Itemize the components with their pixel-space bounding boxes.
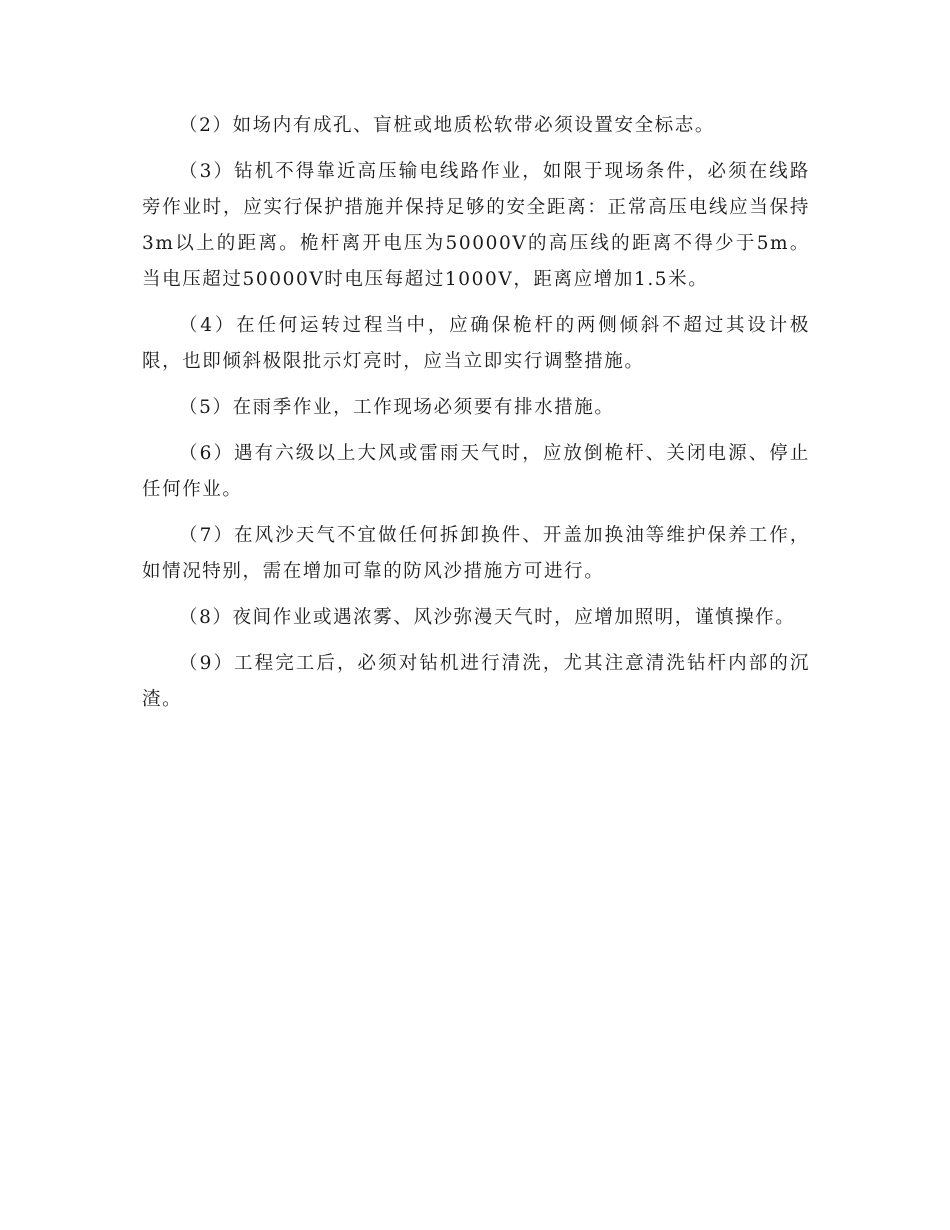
paragraph-item-6: （6）遇有六级以上大风或雷雨天气时，应放倒桅杆、关闭电源、停止任何作业。	[142, 443, 810, 500]
paragraph-item-2: （2）如场内有成孔、盲桩或地质松软带必须设置安全标志。	[179, 115, 715, 136]
paragraph-item-5: （5）在雨季作业，工作现场必须要有排水措施。	[179, 397, 615, 418]
paragraph-item-8: （8）夜间作业或遇浓雾、风沙弥漫天气时，应增加照明，谨慎操作。	[179, 607, 796, 628]
paragraph-item-7: （7）在风沙天气不宜做任何拆卸换件、开盖加换油等维护保养工作，如情况特别，需在增加可靠的防风沙措施方可进行。	[142, 525, 810, 582]
paragraph-item-4: （4）在任何运转过程当中，应确保桅杆的两侧倾斜不超过其设计极限，也即倾斜极限批示灯亮时，应当立即实行调整措施。	[142, 315, 810, 372]
paragraph-item-3: （3）钻机不得靠近高压输电线路作业，如限于现场条件，必须在线路旁作业时，应实行保护措施并保持足够的安全距离：正常高压电线应当保持3m以上的距离。桅杆离开电压为50000V的高压线的距离不得少于5m。当电压超过50000V时电压每超过1000V，距离应增加1.5米。	[142, 161, 810, 290]
document-body	[142, 108, 810, 728]
paragraph-item-9: （9）工程完工后，必须对钻机进行清洗，尤其注意清洗钻杆内部的沉渣。	[142, 653, 810, 710]
